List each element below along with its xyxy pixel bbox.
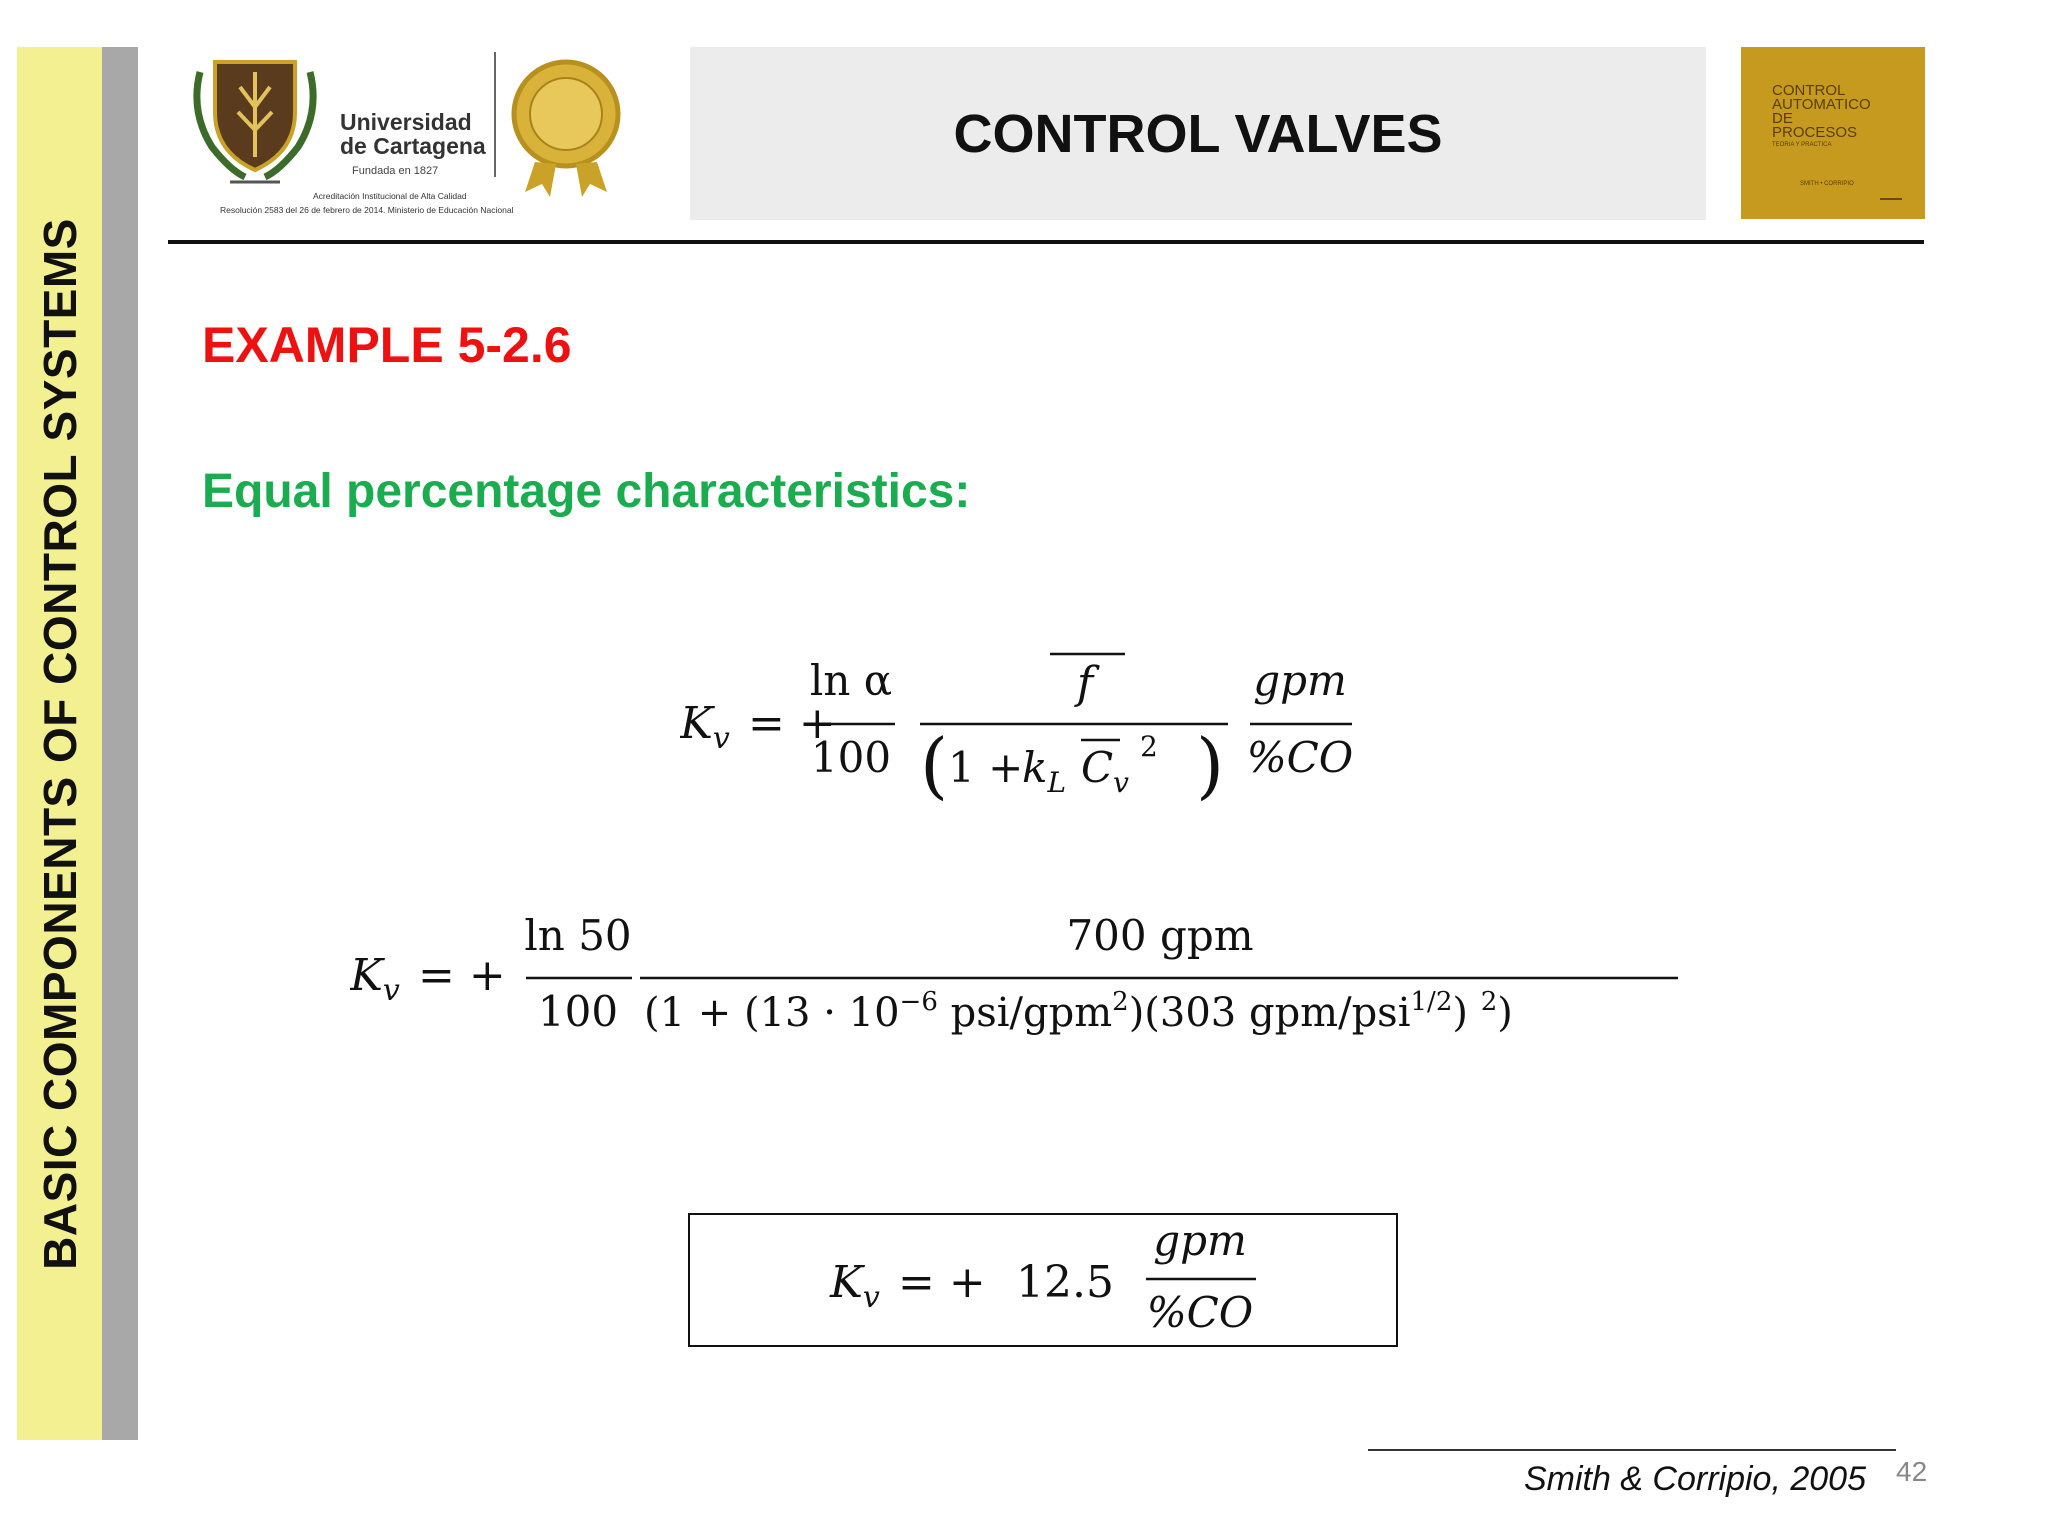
page-number: 42 <box>1896 1456 1928 1487</box>
svg-text:gpm: gpm <box>1153 1216 1247 1265</box>
sidebar-label-container <box>17 47 102 1440</box>
svg-text:gpm: gpm <box>1253 656 1347 705</box>
svg-text:= +: = + <box>898 1257 986 1308</box>
svg-text:%CO: %CO <box>1246 733 1354 782</box>
svg-text:= +: = + <box>748 698 836 749</box>
svg-text:): ) <box>1196 723 1225 807</box>
svg-text:100: 100 <box>537 987 619 1036</box>
equation-substituted <box>350 908 1690 1058</box>
svg-text:Kv: $K_v$ <box>830 1257 880 1315</box>
citation-divider <box>1368 1449 1896 1451</box>
svg-text:(1 + (13 · 10−6 psi/gpm2)(303: ($1 + (13 \cdot 10^{-6}$ psi/gpm$^2$)(303 gpm/psi$^{1/2}$) $^2$) <box>644 987 1513 1036</box>
svg-text:= +: = + <box>418 950 506 1001</box>
page-title: CONTROL VALVES <box>953 103 1443 164</box>
svg-text:Universidad: Universidad <box>340 109 472 135</box>
university-logo <box>190 52 650 222</box>
svg-text:700 gpm: 700 gpm <box>1066 911 1254 960</box>
svg-text:Cv: $C_v$ <box>1081 743 1129 799</box>
svg-text:Acreditación Institucional de: Acreditación Institucional de Alta Calidad <box>313 191 467 201</box>
svg-text:2: 2 <box>1140 730 1158 763</box>
svg-text:f: f <box>1076 658 1094 709</box>
svg-text:(: ( <box>920 723 949 807</box>
svg-text:100: 100 <box>810 733 892 782</box>
svg-text:de Cartagena: de Cartagena <box>340 133 486 159</box>
example-title: EXAMPLE 5-2.6 <box>202 317 572 373</box>
accreditation-seal-icon <box>514 62 618 197</box>
book-subtitle: TEORIA Y PRACTICA <box>1772 142 1832 148</box>
svg-text:1 +: 1 + <box>948 743 1024 792</box>
svg-text:kL: $k_L$ <box>1022 743 1067 799</box>
svg-text:Kv: $K_v$ <box>680 698 730 756</box>
svg-text:ln α: ln α <box>809 656 893 705</box>
header-divider <box>168 240 1924 244</box>
svg-text:Fundada en 1827: Fundada en 1827 <box>352 165 439 177</box>
university-crest-icon <box>197 62 313 182</box>
svg-text:ln 50: ln 50 <box>524 911 632 960</box>
equation-general <box>680 650 1380 840</box>
book-authors: SMITH • CORRIPIO <box>1800 181 1854 187</box>
citation: Smith & Corripio, 2005 <box>1523 1460 1866 1498</box>
book-title: CONTROL AUTOMATICO DE PROCESOS <box>1772 82 1871 141</box>
svg-text:12.5: 12.5 <box>1016 1257 1114 1308</box>
equation-result <box>688 1213 1398 1347</box>
svg-text:Resolución 2583 del 26 de febr: Resolución 2583 del 26 de febrero de 2014. Ministerio de Educación Nacional <box>220 205 514 215</box>
sidebar-label: BASIC COMPONENTS OF CONTROL SYSTEMS <box>33 217 86 1270</box>
svg-text:Kv: $K_v$ <box>350 950 400 1008</box>
section-title: Equal percentage characteristics: <box>202 465 971 518</box>
publisher-mark-icon <box>1880 198 1902 208</box>
svg-text:%CO: %CO <box>1146 1288 1254 1337</box>
sidebar-stripe <box>102 47 138 1440</box>
